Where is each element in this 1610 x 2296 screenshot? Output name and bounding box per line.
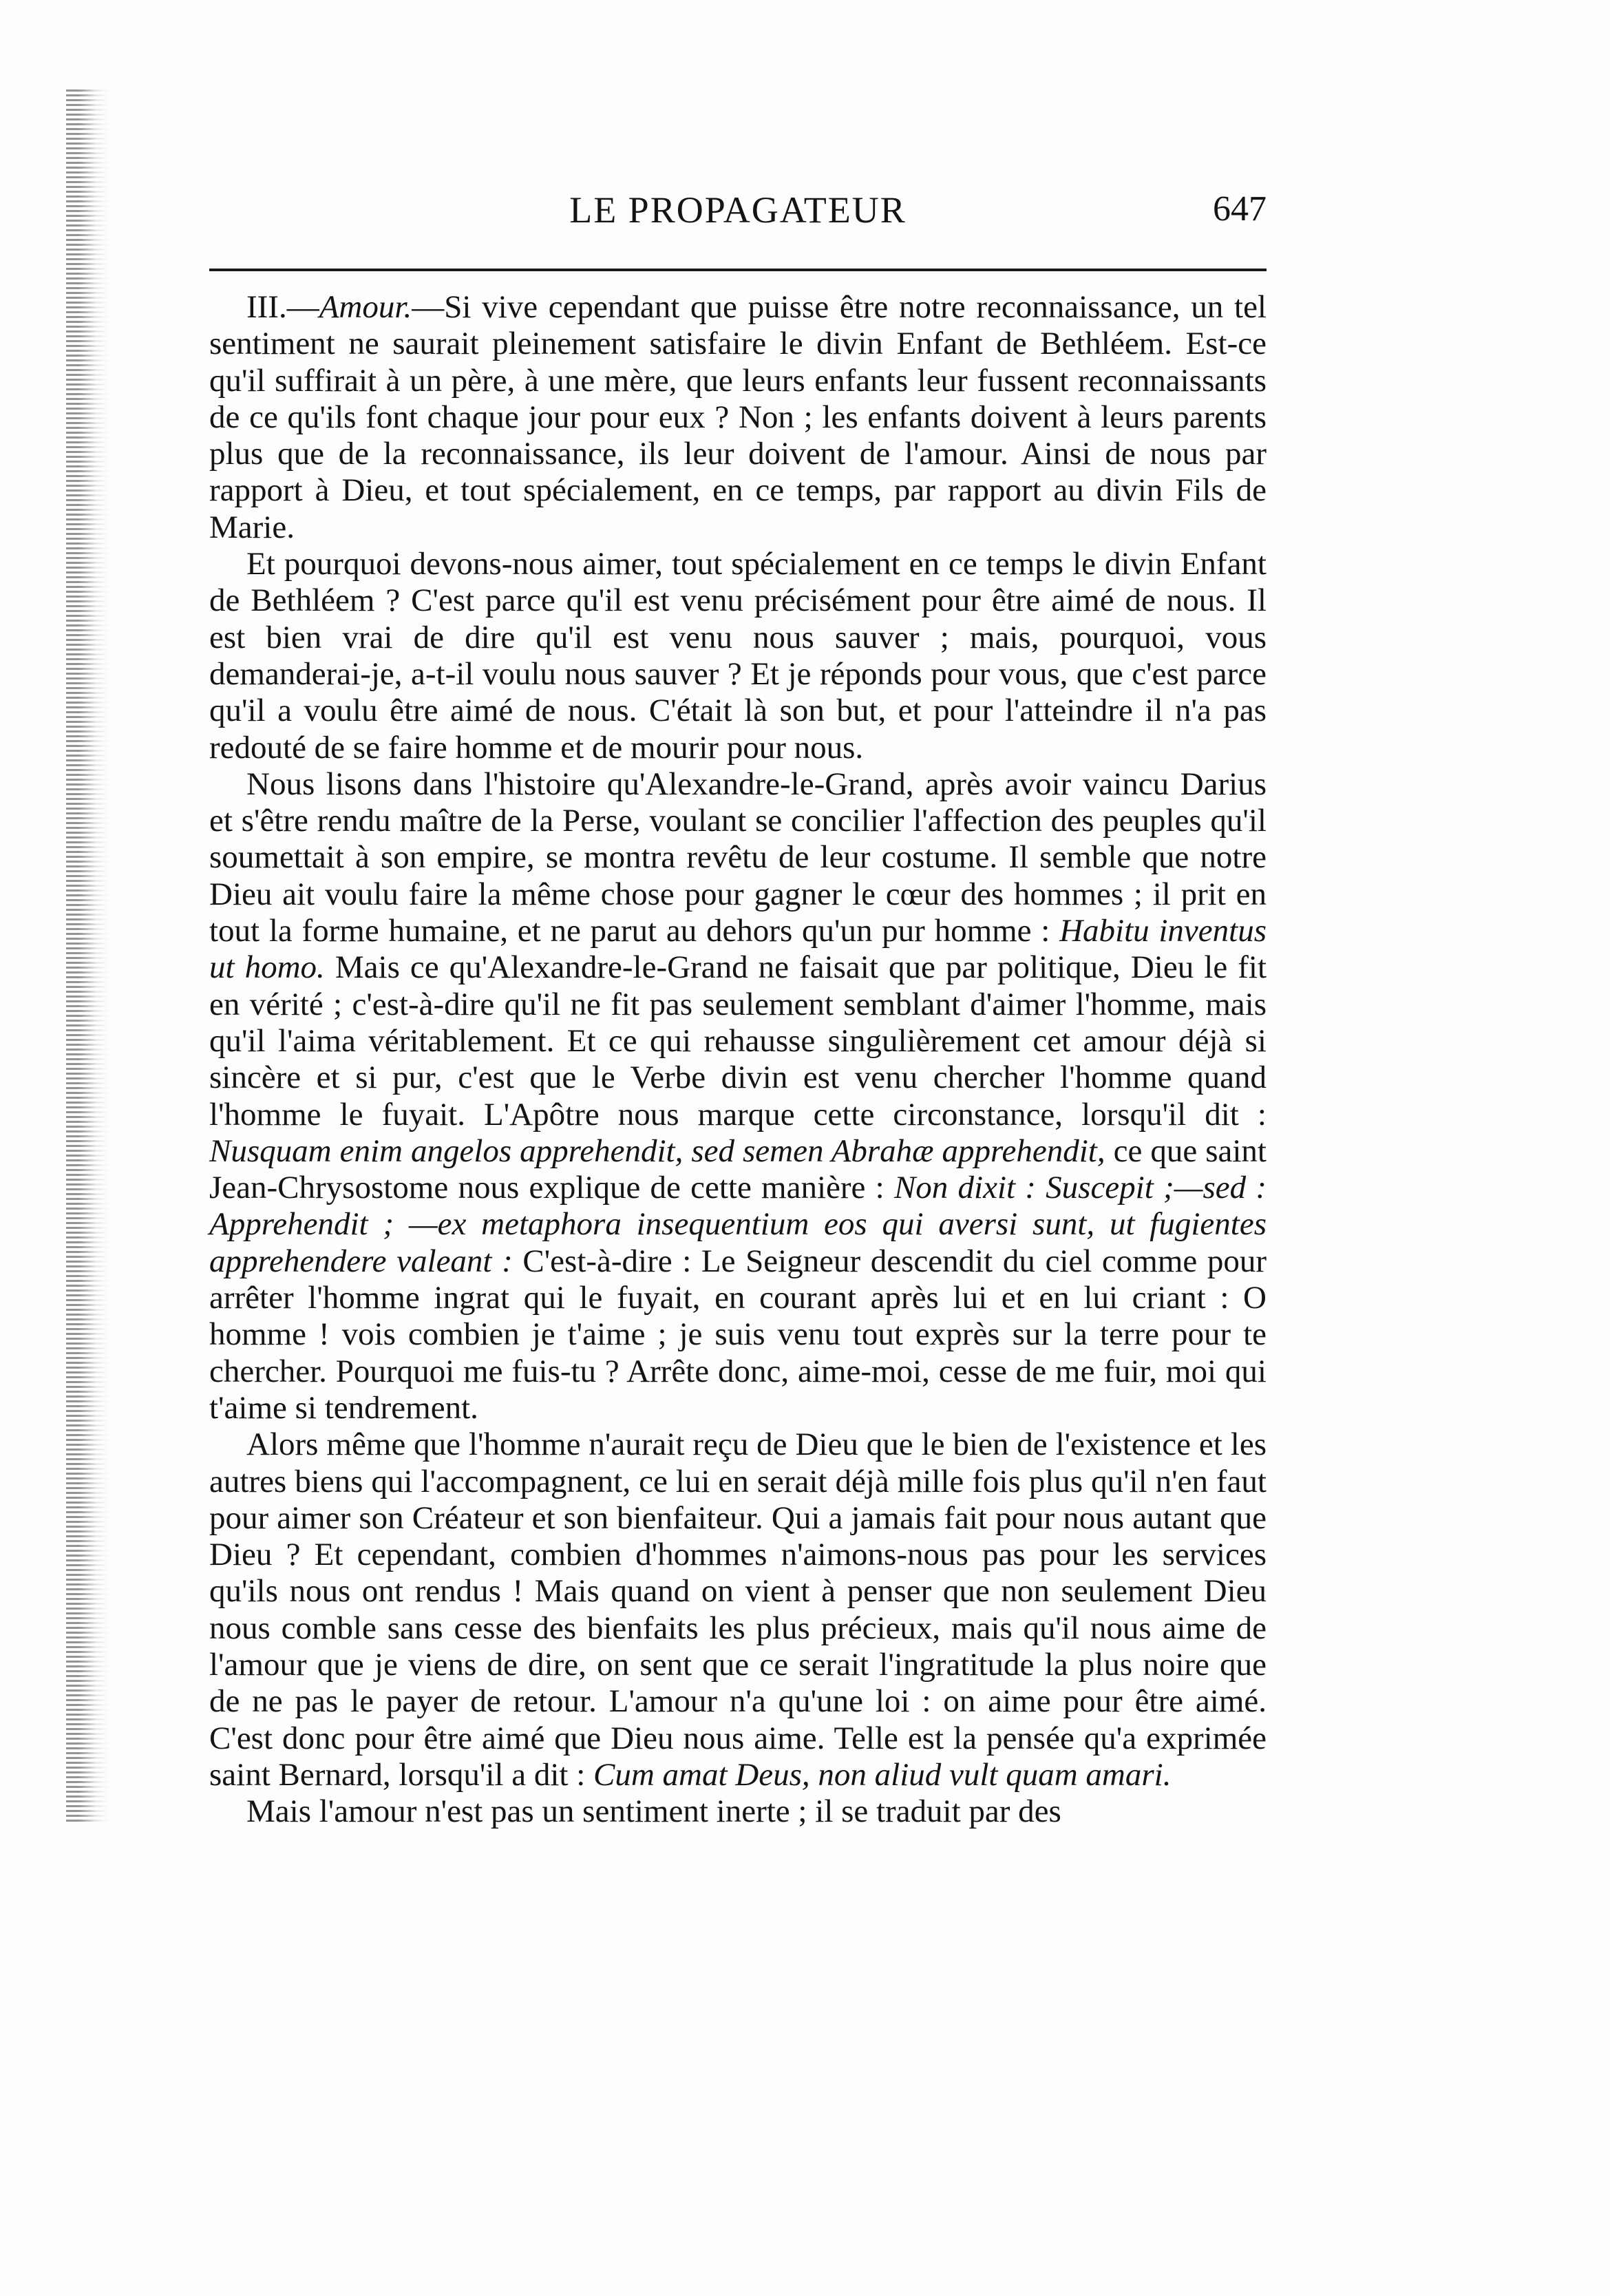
paragraph — [209, 289, 1267, 546]
paragraph — [209, 1793, 1267, 1830]
article-body — [209, 289, 1267, 1830]
text-run: Alors même que l'homme n'aurait reçu de Dieu que le bien de l'existence et les autres biens qui l'accompagnent, ce lui en serait déjà mille fois plus qu'il n'en faut pour aimer son Créateur et son bienfaiteur. Qui a jamais fait pour nous autant que Dieu ? Et cependant, combien d'hommes n'aimons-nous pas pour les services qu'ils nous ont rendus ! Mais quand on vient à penser que non seulement Dieu nous comble sans cesse des bienfaits les plus précieux, mais qu'il nous aime de l'amour que je viens de dire, on sent que ce serait l'ingratitude la plus noire que de ne pas le payer de retour. L'amour n'a qu'une loi : on aime pour être aimé. C'est donc pour être aimé que Dieu nous aime. Telle est la pensée qu'a exprimée saint Bernard, lorsqu'il a dit : — [209, 1426, 1267, 1793]
page-header — [209, 189, 1267, 244]
italic-run: Cum amat Deus, non aliud vult quam amari. — [593, 1756, 1172, 1793]
paragraph — [209, 1426, 1267, 1793]
running-title: LE PROPAGATEUR — [569, 189, 907, 231]
text-run: C'est-à-dire : Le Seigneur descendit du ciel comme pour arrêter l'homme ingrat qui le fuyait, en courant après lui et en lui criant : O homme ! vois combien je t'aime ; je suis venu tout exprès sur la terre pour te chercher. Pourquoi me fuis-tu ? Arrête donc, aime-moi, cesse de me fuir, moi qui t'aime si tendrement. — [209, 1243, 1267, 1426]
italic-run: Amour. — [319, 289, 412, 325]
paragraph — [209, 766, 1267, 1426]
text-run: Nous lisons dans l'histoire qu'Alexandre-le-Grand, après avoir vaincu Darius et s'être rendu maître de la Perse, voulant se concilier l'affection des peuples qu'il soumettait à son empire, se montra revêtu de leur costume. Il semble que notre Dieu ait voulu faire la même chose pour gagner le cœur des hommes ; il prit en tout la forme humaine, et ne parut au dehors qu'un pur homme : — [209, 766, 1267, 949]
text-run: Et pourquoi devons-nous aimer, tout spécialement en ce temps le divin Enfant de Bethléem ? C'est parce qu'il est venu précisément pour être aimé de nous. Il est bien vrai de dire qu'il est venu nous sauver ; mais, pourquoi, vous demanderai-je, a-t-il voulu nous sauver ? Et je réponds pour vous, que c'est parce qu'il a voulu être aimé de nous. C'était là son but, et pour l'atteindre il n'a pas redouté de se faire homme et de mourir pour nous. — [209, 546, 1267, 766]
binding-edge-shadow — [66, 89, 109, 1824]
text-run: —Si vive cependant que puisse être notre reconnaissance, un tel sentiment ne saurait pleinement satisfaire le divin Enfant de Bethléem. Est-ce qu'il suffirait à un père, à une mère, que leurs enfants leur fussent reconnaissants de ce qu'ils font chaque jour pour eux ? Non ; les enfants doivent à leurs parents plus que de la reconnaissance, ils leur doivent de l'amour. Ainsi de nous par rapport à Dieu, et tout spécialement, en ce temps, par rapport au divin Fils de Marie. — [209, 289, 1267, 545]
text-run: ce que saint Jean-Chrysostome nous explique de cette manière : — [209, 1133, 1267, 1206]
text-run: Mais l'amour n'est pas un sentiment inerte ; il se traduit par des — [246, 1793, 1061, 1830]
italic-run: Non dixit : Suscepit ;—sed : Apprehendit ; —ex metaphora insequentium eos qui aversi sunt, ut fugientes apprehendere valeant : — [209, 1170, 1267, 1279]
page-number: 647 — [1213, 189, 1267, 229]
italic-run: Habitu inventus ut homo. — [209, 913, 1267, 986]
header-rule — [209, 268, 1267, 271]
text-run: Mais ce qu'Alexandre-le-Grand ne faisait que par politique, Dieu le fit en vérité ; c'est-à-dire qu'il ne fit pas seulement semblant d'aimer l'homme, mais qu'il l'aima véritablement. Et ce qui rehausse singulièrement cet amour déjà si sincère et si pur, c'est que le Verbe divin est venu chercher l'homme quand l'homme le fuyait. L'Apôtre nous marque cette circonstance, lorsqu'il dit : — [209, 949, 1267, 1133]
italic-run: Nusquam enim angelos apprehendit, sed semen Abrahæ apprehendit, — [209, 1133, 1105, 1169]
text-run: III.— — [246, 289, 319, 325]
paragraph — [209, 546, 1267, 766]
